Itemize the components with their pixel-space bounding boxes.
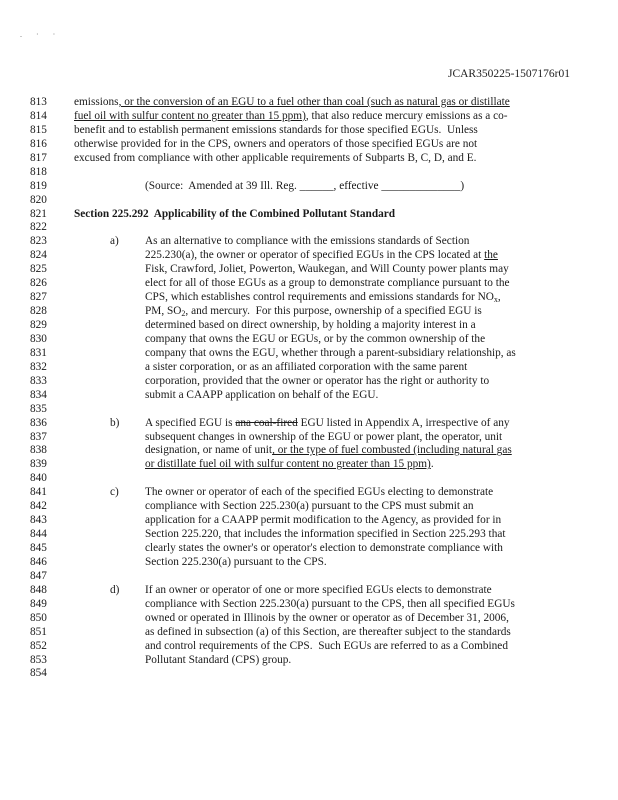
line-number: 823	[30, 235, 47, 248]
document-line	[30, 305, 590, 319]
text-run: compliance with Section 225.230(a) pursuant to the CPS, then all specified EGUs	[145, 597, 515, 610]
line-text	[145, 500, 474, 514]
line-number: 832	[30, 360, 47, 373]
scan-specks: . · ·	[20, 30, 62, 39]
line-text	[145, 361, 467, 375]
document-line	[30, 584, 590, 598]
document-line	[30, 194, 590, 208]
text-run: As an alternative to compliance with the emissions standards of Section	[145, 235, 470, 248]
document-line	[30, 403, 590, 417]
document-line	[30, 570, 590, 584]
line-text	[74, 208, 395, 222]
line-number: 829	[30, 319, 47, 331]
line-number: 836	[30, 416, 47, 429]
line-number: 818	[30, 165, 47, 178]
line-number: 828	[30, 305, 47, 318]
text-run: company that owns the EGU, whether through a parent-subsidiary relationship, as	[145, 346, 516, 359]
text-run: compliance with Section 225.230(a) pursuant to the CPS must submit an	[145, 500, 474, 513]
text-run: determined based on direct ownership, by holding a majority interest in a	[145, 319, 476, 331]
document-line	[30, 542, 590, 556]
line-number: 815	[30, 123, 47, 136]
document-line	[30, 152, 590, 166]
line-text	[145, 277, 510, 291]
line-number: 833	[30, 374, 47, 387]
document-line	[30, 431, 590, 445]
line-number: 813	[30, 96, 47, 108]
line-text	[145, 305, 482, 319]
document-line	[30, 166, 590, 180]
text-run: , and mercury. For this purpose, ownership of a specified EGU is	[185, 305, 482, 318]
line-text	[145, 444, 512, 458]
line-text	[145, 598, 515, 612]
line-number: 841	[30, 486, 47, 499]
line-text	[145, 458, 434, 472]
line-text	[145, 319, 476, 333]
inserted-text: or distillate fuel oil with sulfur content no greater than 15 ppm)	[145, 458, 431, 471]
text-run: owned or operated in Illinois by the owner or operator as of December 31, 2006,	[145, 611, 509, 624]
document-line	[30, 472, 590, 486]
line-number: 842	[30, 500, 47, 513]
text-run: Fisk, Crawford, Joliet, Powerton, Waukegan, and Will County power plants may	[145, 263, 509, 276]
document-line	[30, 500, 590, 514]
document-line	[30, 138, 590, 152]
text-run: 2	[181, 309, 186, 319]
line-text	[145, 249, 498, 263]
document-line	[30, 263, 590, 277]
line-number: 853	[30, 653, 47, 666]
document-line	[30, 277, 590, 291]
line-number: 844	[30, 528, 47, 541]
document-line	[30, 598, 590, 612]
subsection-label: b)	[110, 416, 120, 429]
text-run: as defined in subsection (a) of this Section, are thereafter subject to the standards	[145, 625, 511, 638]
document-line	[30, 291, 590, 305]
line-number: 850	[30, 611, 47, 624]
subsection-label: c)	[110, 486, 119, 499]
document-line	[30, 667, 590, 681]
document-line	[30, 528, 590, 542]
line-text	[74, 152, 477, 166]
inserted-text: , or the type of fuel combusted (including natural gas	[272, 444, 512, 457]
text-run: corporation, provided that the owner or operator has the right or authority to	[145, 374, 490, 387]
line-text	[145, 584, 492, 598]
line-text	[145, 528, 506, 542]
line-text	[74, 124, 478, 138]
line-text	[145, 180, 464, 194]
document-line	[30, 375, 590, 389]
text-run: The owner or operator of each of the specified EGUs electing to demonstrate	[145, 486, 494, 499]
document-body	[30, 96, 590, 681]
document-line	[30, 333, 590, 347]
line-text	[74, 110, 508, 124]
line-text	[145, 612, 509, 626]
line-number: 816	[30, 137, 47, 150]
line-number: 817	[30, 151, 47, 164]
text-run: Section 225.230(a) pursuant to the CPS.	[145, 555, 327, 568]
inserted-text: the	[484, 249, 498, 262]
document-line	[30, 458, 590, 472]
text-run: If an owner or operator of one or more specified EGUs elects to demonstrate	[145, 583, 492, 596]
line-number: 826	[30, 277, 47, 290]
text-run: and control requirements of the CPS. Such EGUs are referred to as a Combined	[145, 639, 508, 652]
document-line	[30, 124, 590, 138]
document-line	[30, 417, 590, 431]
document-line	[30, 249, 590, 263]
line-text	[74, 96, 510, 110]
line-number: 824	[30, 249, 47, 262]
text-run: application for a CAAPP permit modification to the Agency, as provided for in	[145, 514, 502, 527]
text-run: subsequent changes in ownership of the EGU or power plant, the operator, unit	[145, 430, 503, 443]
line-number: 839	[30, 458, 47, 471]
document-line	[30, 361, 590, 375]
document-line	[30, 221, 590, 235]
document-line	[30, 514, 590, 528]
text-run: excused from compliance with other applicable requirements of Subparts B, C, D, and E.	[74, 151, 477, 164]
document-line	[30, 612, 590, 626]
line-text	[145, 235, 469, 249]
text-run: emissions	[74, 96, 119, 108]
text-run: CPS, which establishes control requirements and emissions standards for NO	[145, 291, 494, 304]
text-run: Section 225.220, that includes the information specified in Section 225.293 that	[145, 528, 506, 541]
line-number: 838	[30, 444, 47, 457]
line-text	[145, 514, 501, 528]
line-number: 830	[30, 332, 47, 345]
line-text	[145, 333, 485, 347]
line-number: 847	[30, 569, 47, 582]
line-number: 819	[30, 179, 47, 192]
text-run: otherwise provided for in the CPS, owners and operators of those specified EGUs are not	[74, 137, 478, 150]
text-run: 225.230(a), the owner or operator of specified EGUs in the CPS located at	[145, 249, 485, 262]
line-text	[145, 417, 510, 431]
document-line	[30, 640, 590, 654]
line-number: 814	[30, 109, 47, 122]
text-run: x	[493, 295, 498, 305]
text-run: clearly states the owner's or operator's election to demonstrate compliance with	[145, 542, 503, 554]
line-number: 821	[30, 207, 47, 220]
text-run: designation, or name of unit	[145, 444, 273, 457]
document-line	[30, 96, 590, 110]
document-line	[30, 389, 590, 403]
text-run: A specified EGU is	[145, 416, 236, 429]
document-line	[30, 319, 590, 333]
line-number: 837	[30, 430, 47, 443]
line-number: 854	[30, 667, 47, 680]
line-number: 834	[30, 388, 47, 401]
inserted-text: fuel oil with sulfur content no greater than 15 ppm)	[74, 109, 306, 122]
text-run: EGU listed in Appendix A, irrespective of any	[297, 416, 510, 429]
line-text	[145, 347, 516, 361]
line-number: 852	[30, 639, 47, 652]
text-run: submit a CAAPP application on behalf of the EGU.	[145, 388, 379, 401]
line-number: 820	[30, 193, 47, 206]
line-text	[74, 138, 477, 152]
text-run: ,	[497, 291, 501, 304]
line-number: 822	[30, 221, 47, 234]
text-run: , that also reduce mercury emissions as a co-	[305, 109, 508, 122]
line-text	[145, 626, 511, 640]
line-text	[145, 375, 489, 389]
text-run: PM, SO	[145, 305, 182, 318]
line-text	[145, 640, 508, 654]
document-line	[30, 654, 590, 668]
line-text	[145, 389, 378, 403]
line-number: 848	[30, 583, 47, 596]
line-number: 851	[30, 625, 47, 638]
document-line	[30, 110, 590, 124]
document-line	[30, 208, 590, 222]
line-number: 827	[30, 291, 47, 304]
section-heading: Section 225.292 Applicability of the Combined Pollutant Standard	[74, 207, 396, 220]
line-text	[145, 431, 502, 445]
document-line	[30, 347, 590, 361]
line-number: 840	[30, 472, 47, 485]
line-number: 849	[30, 597, 47, 610]
line-number: 845	[30, 542, 47, 554]
line-number: 825	[30, 263, 47, 276]
text-run: benefit and to establish permanent emissions standards for those specified EGUs. Unless	[74, 123, 478, 136]
line-number: 843	[30, 514, 47, 527]
deleted-text: ana coal-fired	[235, 416, 298, 429]
text-run: (Source: Amended at 39 Ill. Reg. ______, effective ______________)	[145, 179, 465, 192]
line-text	[145, 542, 503, 556]
line-text	[145, 263, 509, 277]
document-line	[30, 556, 590, 570]
line-text	[145, 556, 327, 570]
document-line	[30, 486, 590, 500]
line-text	[145, 486, 493, 500]
text-run: Pollutant Standard (CPS) group.	[145, 653, 292, 666]
document-line	[30, 180, 590, 194]
line-number: 846	[30, 555, 47, 568]
text-run: company that owns the EGU or EGUs, or by the common ownership of the	[145, 332, 486, 345]
line-text	[145, 291, 501, 305]
text-run: a sister corporation, or as an affiliated corporation with the same parent	[145, 360, 468, 373]
document-line	[30, 235, 590, 249]
document-line	[30, 444, 590, 458]
document-line	[30, 626, 590, 640]
text-run: .	[430, 458, 434, 471]
line-number: 831	[30, 346, 47, 359]
subsection-label: d)	[110, 583, 120, 596]
line-text	[145, 654, 291, 668]
subsection-label: a)	[110, 235, 119, 248]
line-number: 835	[30, 402, 47, 415]
inserted-text: , or the conversion of an EGU to a fuel other than coal (such as natural gas or distillate	[118, 96, 510, 108]
text-run: elect for all of those EGUs as a group to demonstrate compliance pursuant to the	[145, 277, 510, 290]
document-id: JCAR350225-1507176r01	[447, 68, 570, 80]
